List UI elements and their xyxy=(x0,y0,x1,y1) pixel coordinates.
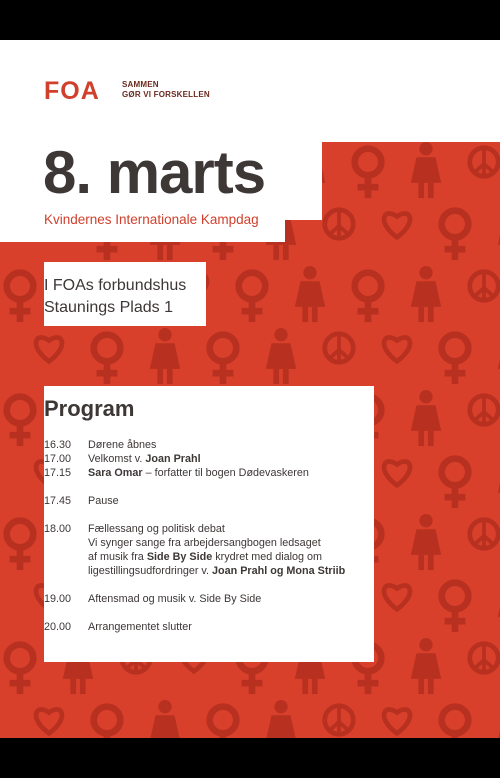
female-symbol-icon xyxy=(442,707,469,738)
heart-icon xyxy=(36,709,62,733)
schedule-text: Arrangementet slutter xyxy=(88,621,192,633)
schedule-text: Pause xyxy=(88,495,119,507)
logo-tagline xyxy=(122,80,210,100)
female-symbol-icon xyxy=(239,273,266,322)
female-symbol-icon xyxy=(7,521,34,570)
female-symbol-icon xyxy=(7,273,34,322)
peace-icon xyxy=(325,334,354,363)
female-symbol-icon xyxy=(442,335,469,384)
schedule-time: 19.00 xyxy=(44,593,72,605)
female-symbol-icon xyxy=(7,397,34,446)
person-icon xyxy=(295,266,325,322)
schedule-item xyxy=(44,522,364,578)
event-poster xyxy=(0,40,500,738)
schedule-time: 16.30 xyxy=(44,439,72,451)
female-symbol-icon xyxy=(210,335,237,384)
svg-text:FOA: FOA xyxy=(44,78,100,102)
peace-icon xyxy=(470,272,499,301)
schedule-time: 17.15 xyxy=(44,467,72,479)
venue-line-2: Staunings Plads 1 xyxy=(44,299,173,316)
person-icon xyxy=(266,328,296,384)
person-icon xyxy=(411,390,441,446)
schedule-time: 18.00 xyxy=(44,523,72,535)
venue-line-1: I FOAs forbundshus xyxy=(44,277,187,294)
peace-icon xyxy=(470,148,499,177)
schedule-item xyxy=(44,466,364,480)
female-symbol-icon xyxy=(442,459,469,508)
peace-icon xyxy=(470,396,499,425)
schedule-item xyxy=(44,620,364,634)
tagline-line-1: SAMMEN xyxy=(122,80,159,89)
female-symbol-icon xyxy=(442,583,469,632)
schedule-text: Sara Omar – forfatter til bogen Dødevaskeren xyxy=(88,467,309,479)
event-title: 8. marts xyxy=(43,139,266,206)
female-symbol-icon xyxy=(355,273,382,322)
female-symbol-icon xyxy=(94,335,121,384)
person-icon xyxy=(411,266,441,322)
heart-icon xyxy=(384,585,410,609)
heart-icon xyxy=(384,709,410,733)
person-icon xyxy=(411,142,441,198)
person-icon xyxy=(266,700,296,738)
schedule-text: Dørene åbnes xyxy=(88,439,157,451)
peace-icon xyxy=(325,706,354,735)
heart-icon xyxy=(384,337,410,361)
heart-icon xyxy=(36,337,62,361)
program-heading: Program xyxy=(44,396,135,421)
foa-logo-icon xyxy=(44,78,116,102)
heart-icon xyxy=(384,461,410,485)
person-icon xyxy=(150,700,180,738)
schedule-time: 17.45 xyxy=(44,495,72,507)
female-symbol-icon xyxy=(210,707,237,738)
peace-icon xyxy=(325,210,354,239)
schedule-text: Aftensmad og musik v. Side By Side xyxy=(88,593,262,605)
person-icon xyxy=(411,514,441,570)
peace-icon xyxy=(470,520,499,549)
female-symbol-icon xyxy=(442,211,469,260)
female-symbol-icon xyxy=(94,707,121,738)
person-icon xyxy=(411,638,441,694)
person-icon xyxy=(150,328,180,384)
schedule-item xyxy=(44,592,364,606)
peace-icon xyxy=(470,644,499,673)
schedule-text: Velkomst v. Joan Prahl xyxy=(88,453,201,465)
heart-icon xyxy=(384,213,410,237)
schedule-item xyxy=(44,494,364,508)
venue-info xyxy=(44,275,186,319)
foa-logo xyxy=(44,78,210,102)
event-subtitle: Kvindernes Internationale Kampdag xyxy=(44,212,259,227)
program-schedule xyxy=(44,438,364,634)
female-symbol-icon xyxy=(7,645,34,694)
tagline-line-2: GØR VI FORSKELLEN xyxy=(122,90,210,99)
schedule-item xyxy=(44,452,364,466)
female-symbol-icon xyxy=(355,149,382,198)
schedule-item xyxy=(44,438,364,452)
schedule-text: Fællessang og politisk debat Vi synger sange fra arbejdersangbogen ledsaget af musik fra Side By Side krydret med dialog om ligestillingsudfordringer v. Joan Prahl og Mona Striib xyxy=(88,523,346,577)
schedule-time: 17.00 xyxy=(44,453,72,465)
schedule-time: 20.00 xyxy=(44,621,72,633)
